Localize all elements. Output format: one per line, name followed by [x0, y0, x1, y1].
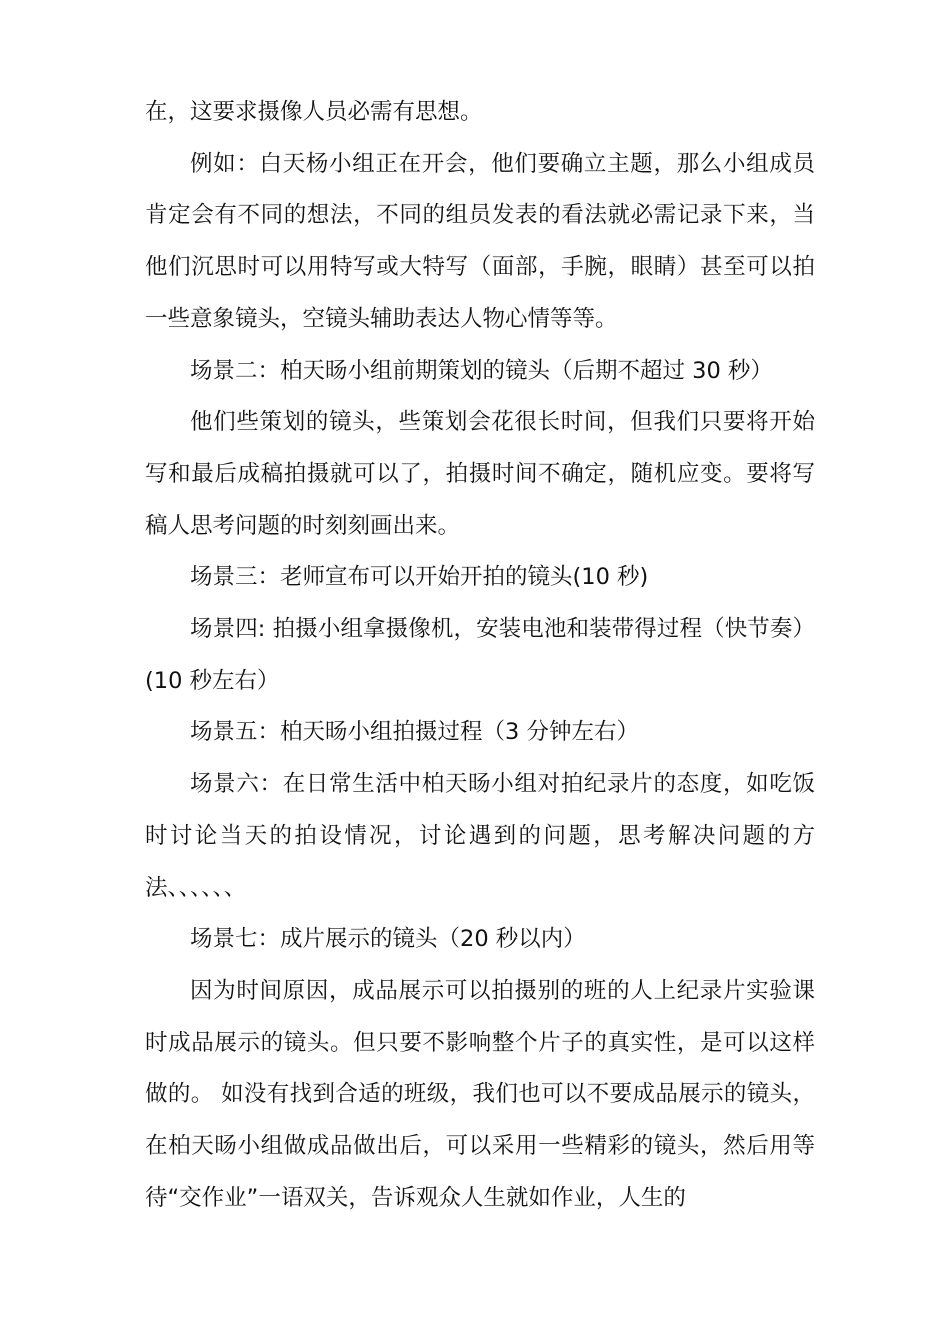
- paragraph-scene-6: 场景六：在日常生活中柏天旸小组对拍纪录片的态度，如吃饭时讨论当天的拍设情况，讨论遇到的问题，思考解决问题的方法、、、、、、: [145, 771, 815, 901]
- paragraph-scene-5: 场景五：柏天旸小组拍摄过程（3 分钟左右）: [190, 719, 639, 746]
- paragraph-scene-3: 场景三：老师宣布可以开始开拍的镜头(10 秒): [190, 564, 649, 591]
- paragraph-example: 例如：白天杨小组正在开会，他们要确立主题，那么小组成员肯定会有不同的想法，不同的组员发表的看法就必需记录下来，当他们沉思时可以用特写或大特写（面部，手腕，眼睛）甚至可以拍一些意象镜头，空镜头辅助表达人物心情等等。: [145, 150, 815, 332]
- paragraph-scene-2-heading: 场景二：柏天旸小组前期策划的镜头（后期不超过 30 秒）: [190, 357, 773, 384]
- paragraph-scene-7-body: 因为时间原因，成品展示可以拍摄别的班的人上纪录片实验课时成品展示的镜头。但只要不影响整个片子的真实性，是可以这样做的。 如没有找到合适的班级，我们也可以不要成品展示的镜头，在柏天旸小组做成品做出后，可以采用一些精彩的镜头，然后用等待“交作业”一语双关，告诉观众人生就如作业，人生的: [145, 977, 815, 1211]
- paragraph-scene-4: 场景四: 拍摄小组拿摄像机，安装电池和装带得过程（快节奏）(10 秒左右）: [145, 616, 815, 694]
- document-body: [145, 87, 815, 1224]
- paragraph-continuation: 在，这要求摄像人员必需有思想。: [145, 99, 483, 125]
- paragraph-scene-7-heading: 场景七：成片展示的镜头（20 秒以内）: [190, 926, 586, 953]
- paragraph-scene-2-body: 他们些策划的镜头，些策划会花很长时间，但我们只要将开始写和最后成稿拍摄就可以了，拍摄时间不确定，随机应变。要将写稿人思考问题的时刻刻画出来。: [145, 409, 815, 539]
